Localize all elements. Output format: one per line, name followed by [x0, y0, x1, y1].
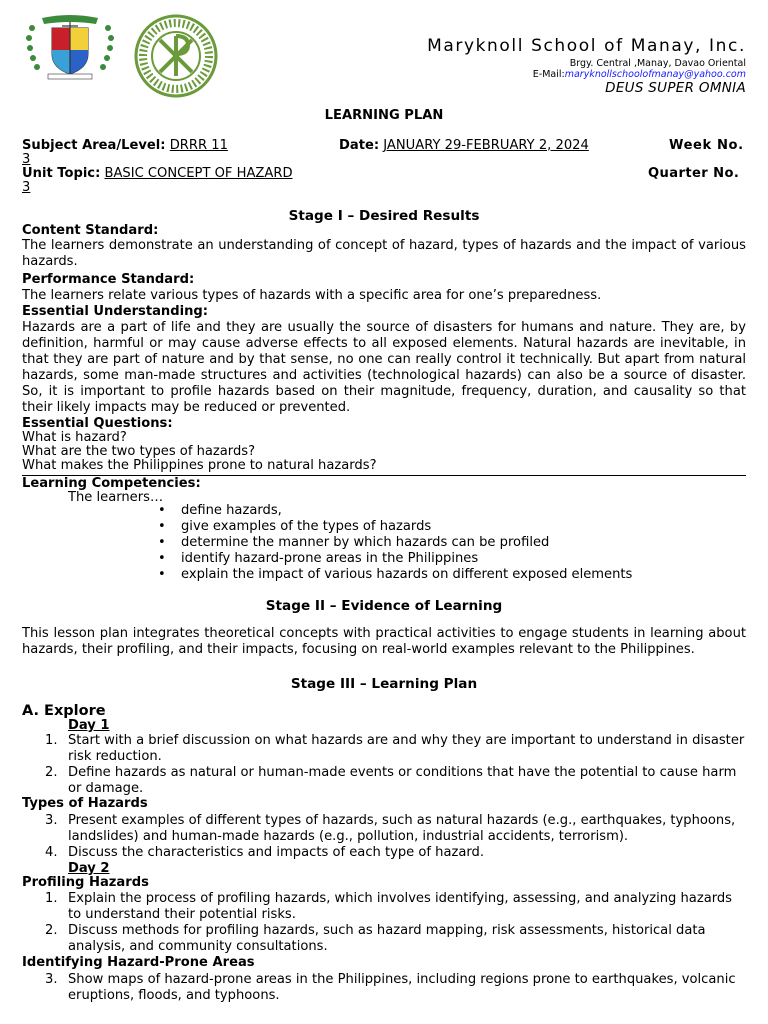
subject-field	[22, 138, 228, 154]
identifying-areas-label: Identifying Hazard-Prone Areas	[22, 955, 255, 970]
stage3-heading: Stage III – Learning Plan	[290, 676, 478, 692]
performance-standard-label: Performance Standard:	[22, 272, 195, 287]
day1-label: Day 1	[68, 718, 110, 733]
profiling-hazards-label: Profiling Hazards	[22, 875, 149, 890]
list-item: • identify hazard-prone areas in the Philippines	[158, 551, 632, 567]
week-value: 3	[22, 152, 31, 167]
essential-understanding-label: Essential Understanding:	[22, 304, 209, 319]
stage2-heading: Stage II – Evidence of Learning	[265, 598, 503, 614]
performance-standard-text: The learners relate various types of hazards with a specific area for one’s preparedness.	[22, 288, 602, 303]
quarter-label: Quarter No.	[648, 166, 740, 181]
item-number: 2.	[45, 765, 58, 780]
essential-questions-label: Essential Questions:	[22, 416, 173, 431]
essential-question: What is hazard?	[22, 430, 127, 445]
date-label: Date:	[339, 138, 380, 153]
date-value: JANUARY 29-FEBRUARY 2, 2024	[383, 138, 589, 153]
list-item: • determine the manner by which hazards can be profiled	[158, 535, 632, 551]
list-item: Show maps of hazard-prone areas in the Philippines, including regions prone to earthquakes, volcanic eruptions, floods, and typhoons.	[68, 972, 736, 1003]
item-number: 1.	[45, 891, 58, 906]
email-label: E-Mail:	[532, 69, 565, 80]
topic-label: Unit Topic:	[22, 166, 101, 181]
school-seal-logo	[128, 14, 224, 98]
essential-understanding-text: Hazards are a part of life and they are usually the source of disasters for humans and nature. They are, by definition, harmful or may cause adverse effects to all exposed elements. Natural hazards are inevitable, in that they are part of nature and by that sense, no one can really control it technically. But apart from natural hazards, some man-made structures and activities (technological hazards) can also be a source of disaster. So, it is important to profile hazards based on their magnitude, frequency, duration, and causality so that their likely impacts may be reduced or prevented.	[22, 320, 746, 415]
list-item: Discuss methods for profiling hazards, such as hazard mapping, risk assessments, historical data analysis, and community consultations.	[68, 923, 706, 954]
list-item: Define hazards as natural or human-made events or conditions that have the potential to cause harm or damage.	[68, 765, 737, 796]
list-item: • explain the impact of various hazards on different exposed elements	[158, 567, 632, 583]
list-item: Explain the process of profiling hazards, which involves identifying, assessing, and analyzing hazards to understand their potential risks.	[68, 891, 733, 922]
essential-question: What makes the Philippines prone to natural hazards?	[22, 458, 377, 473]
list-item: Start with a brief discussion on what hazards are and why they are important to understand in disaster risk reduction.	[68, 733, 745, 764]
explore-label: A. Explore	[22, 703, 106, 719]
item-number: 3.	[45, 813, 58, 828]
list-item: Present examples of different types of hazards, such as natural hazards (e.g., earthquakes, typhoons, landslides) and human-made hazards (e.g., pollution, industrial accidents, terrorism).	[68, 813, 736, 844]
item-number: 2.	[45, 923, 58, 938]
item-number: 1.	[45, 733, 58, 748]
topic-value: BASIC CONCEPT OF HAZARD	[104, 166, 293, 181]
content-standard-label: Content Standard:	[22, 223, 159, 238]
stage2-text: This lesson plan integrates theoretical concepts with practical activities to engage students in learning about hazards, their profiling, and their impacts, focusing on real-world examples relevant to the Philippines.	[22, 626, 746, 657]
diocese-coat-of-arms-logo	[22, 14, 118, 80]
topic-field	[22, 166, 293, 182]
week-label: Week No.	[669, 138, 744, 153]
school-email-line	[533, 69, 746, 80]
essential-question: What are the two types of hazards?	[22, 444, 256, 459]
date-field	[339, 138, 589, 154]
email-link[interactable]: maryknollschoolofmanay@yahoo.com	[564, 69, 746, 80]
subject-value: DRRR 11	[169, 138, 228, 153]
content-standard-text: The learners demonstrate an understanding of concept of hazard, types of hazards and the impact of various hazards.	[22, 238, 746, 269]
competencies-intro: The learners…	[68, 490, 164, 505]
list-item: • define hazards,	[158, 503, 632, 519]
school-name: Maryknoll School of Manay, Inc.	[427, 36, 746, 56]
school-address: Brgy. Central ,Manay, Davao Oriental	[569, 58, 746, 69]
item-number: 4.	[45, 845, 58, 860]
quarter-value: 3	[22, 180, 31, 195]
list-item: • give examples of the types of hazards	[158, 519, 632, 535]
school-motto: DEUS SUPER OMNIA	[605, 80, 746, 96]
competencies-label: Learning Competencies:	[22, 476, 201, 491]
day2-label: Day 2	[68, 861, 110, 876]
subject-label: Subject Area/Level:	[22, 138, 166, 153]
document-title: LEARNING PLAN	[324, 108, 444, 123]
item-number: 3.	[45, 972, 58, 987]
types-of-hazards-label: Types of Hazards	[22, 796, 148, 811]
stage1-heading: Stage I – Desired Results	[288, 208, 480, 224]
list-item: Discuss the characteristics and impacts of each type of hazard.	[68, 845, 485, 860]
competencies-list	[158, 503, 632, 583]
